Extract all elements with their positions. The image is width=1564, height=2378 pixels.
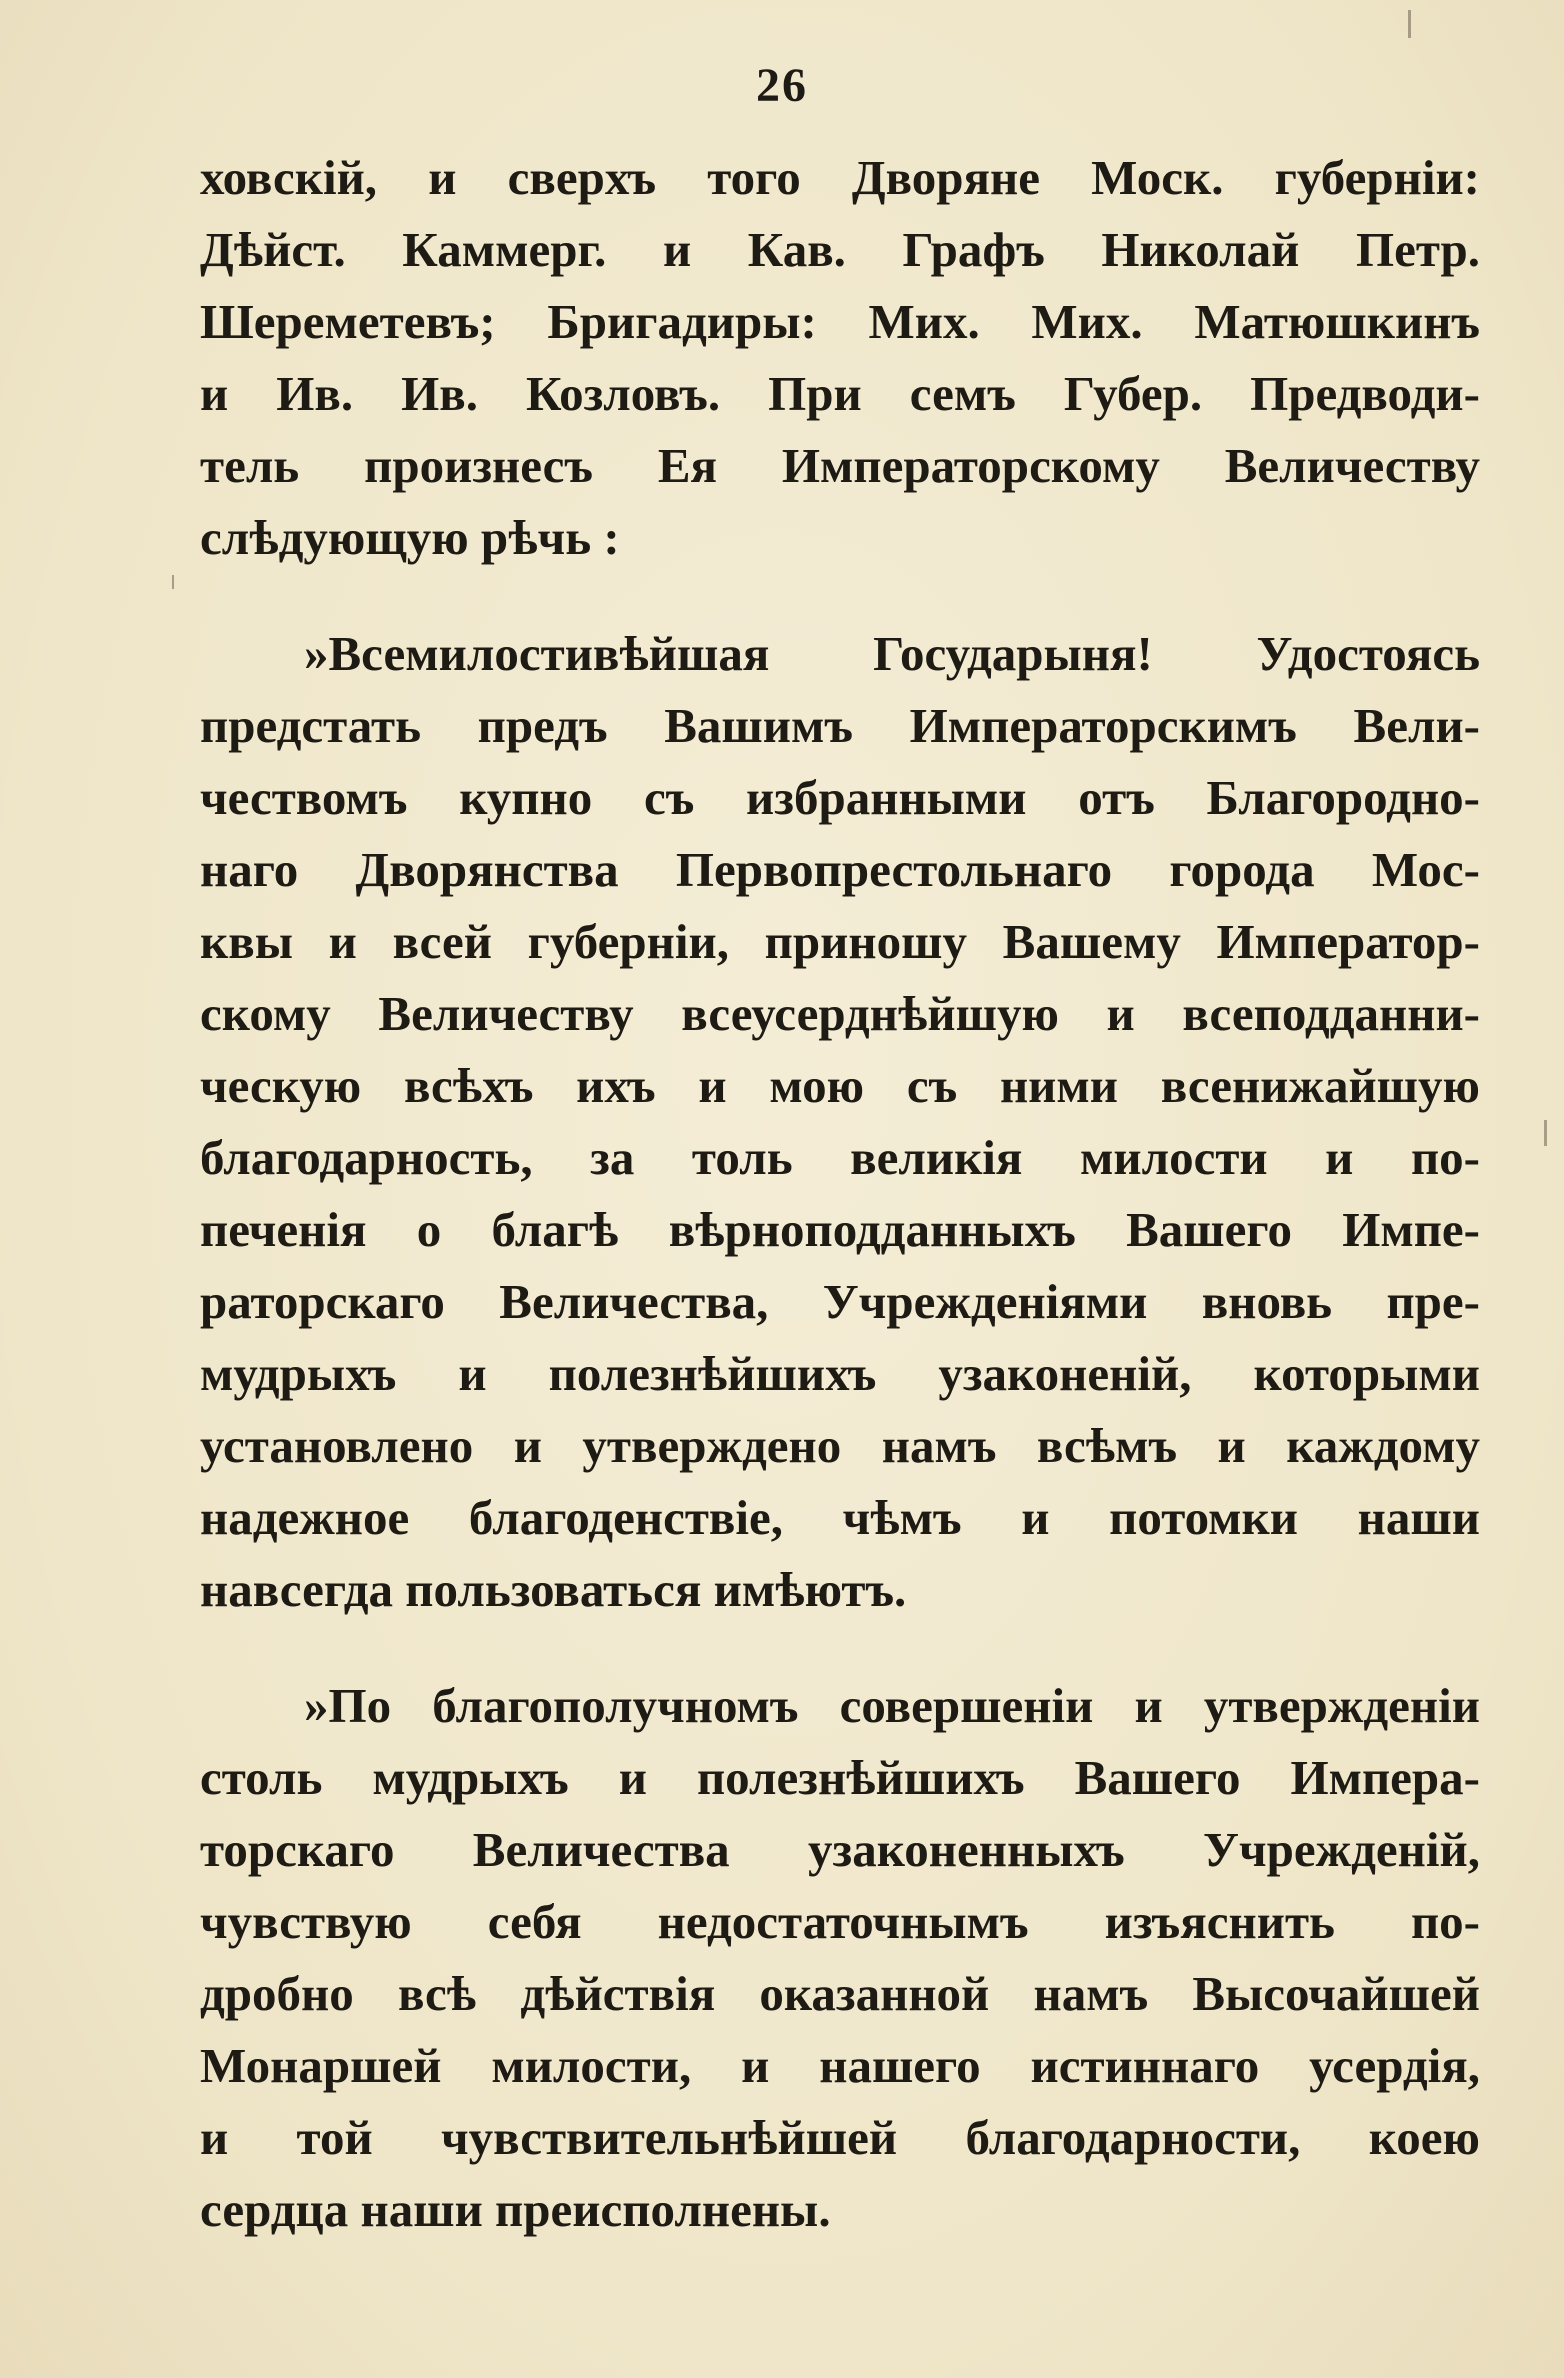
text-line: столь мудрыхъ и полезнѣйшихъ Вашего Импера- [200,1750,1480,1805]
text-line: ческую всѣхъ ихъ и мою съ ними всенижайшую [200,1058,1480,1113]
text-line: и той чувствительнѣйшей благодарности, коею [200,2110,1480,2165]
paragraph-3 [200,1670,1480,2246]
text-line: Монаршей милости, и нашего истиннаго усердія, [200,2038,1480,2093]
text-line: раторскаго Величества, Учрежденіями вновь пре- [200,1274,1480,1329]
text-line: чувствую себя недостаточнымъ изъяснить по- [200,1894,1480,1949]
text-line: надежное благоденствіе, чѣмъ и потомки наши [200,1490,1480,1545]
page-number: 26 [756,59,808,112]
text-line: предстать предъ Вашимъ Императорскимъ Вели- [200,698,1480,753]
text-line: тель произнесъ Ея Императорскому Величеству [200,438,1480,493]
paragraph-1 [200,142,1480,574]
paragraph-2 [200,618,1480,1626]
scan-mark [1544,1120,1547,1146]
body-text [200,142,1480,2246]
text-line: установлено и утверждено намъ всѣмъ и каждому [200,1418,1480,1473]
text-line: Шереметевъ; Бригадиры: Мих. Мих. Матюшкинъ [200,294,1480,349]
text-line: квы и всей губерніи, приношу Вашему Император- [200,914,1480,969]
text-line: Дѣйст. Каммерг. и Кав. Графъ Николай Петр. [200,222,1480,277]
scan-mark [1408,10,1411,38]
text-line: мудрыхъ и полезнѣйшихъ узаконеній, которыми [200,1346,1480,1401]
paragraph-gap [200,574,1480,618]
text-line: навсегда пользоваться имѣютъ. [200,1562,907,1617]
paragraph-gap [200,1626,1480,1670]
text-line: чествомъ купно съ избранными отъ Благородно- [200,770,1480,825]
text-line: наго Дворянства Первопрестольнаго города Мос- [200,842,1480,897]
text-line: сердца наши преисполнены. [200,2182,831,2237]
text-line: ховскій, и сверхъ того Дворяне Моск. губерніи: [200,150,1480,205]
text-line: и Ив. Ив. Козловъ. При семъ Губер. Предводи- [200,366,1480,421]
text-line: »По благополучномъ совершеніи и утвержденіи [304,1678,1480,1733]
text-line: торскаго Величества узаконенныхъ Учрежденій, [200,1822,1480,1877]
text-line: слѣдующую рѣчь : [200,510,620,565]
text-line: благодарность, за толь великія милости и по- [200,1130,1480,1185]
text-line: дробно всѣ дѣйствія оказанной намъ Высочайшей [200,1966,1480,2021]
text-line: скому Величеству всеусерднѣйшую и всеподданни- [200,986,1480,1041]
text-line: »Всемилостивѣйшая Государыня! Удостоясь [304,626,1480,681]
scan-mark [172,575,174,589]
text-line: печенія о благѣ вѣрноподданныхъ Вашего Импе- [200,1202,1480,1257]
